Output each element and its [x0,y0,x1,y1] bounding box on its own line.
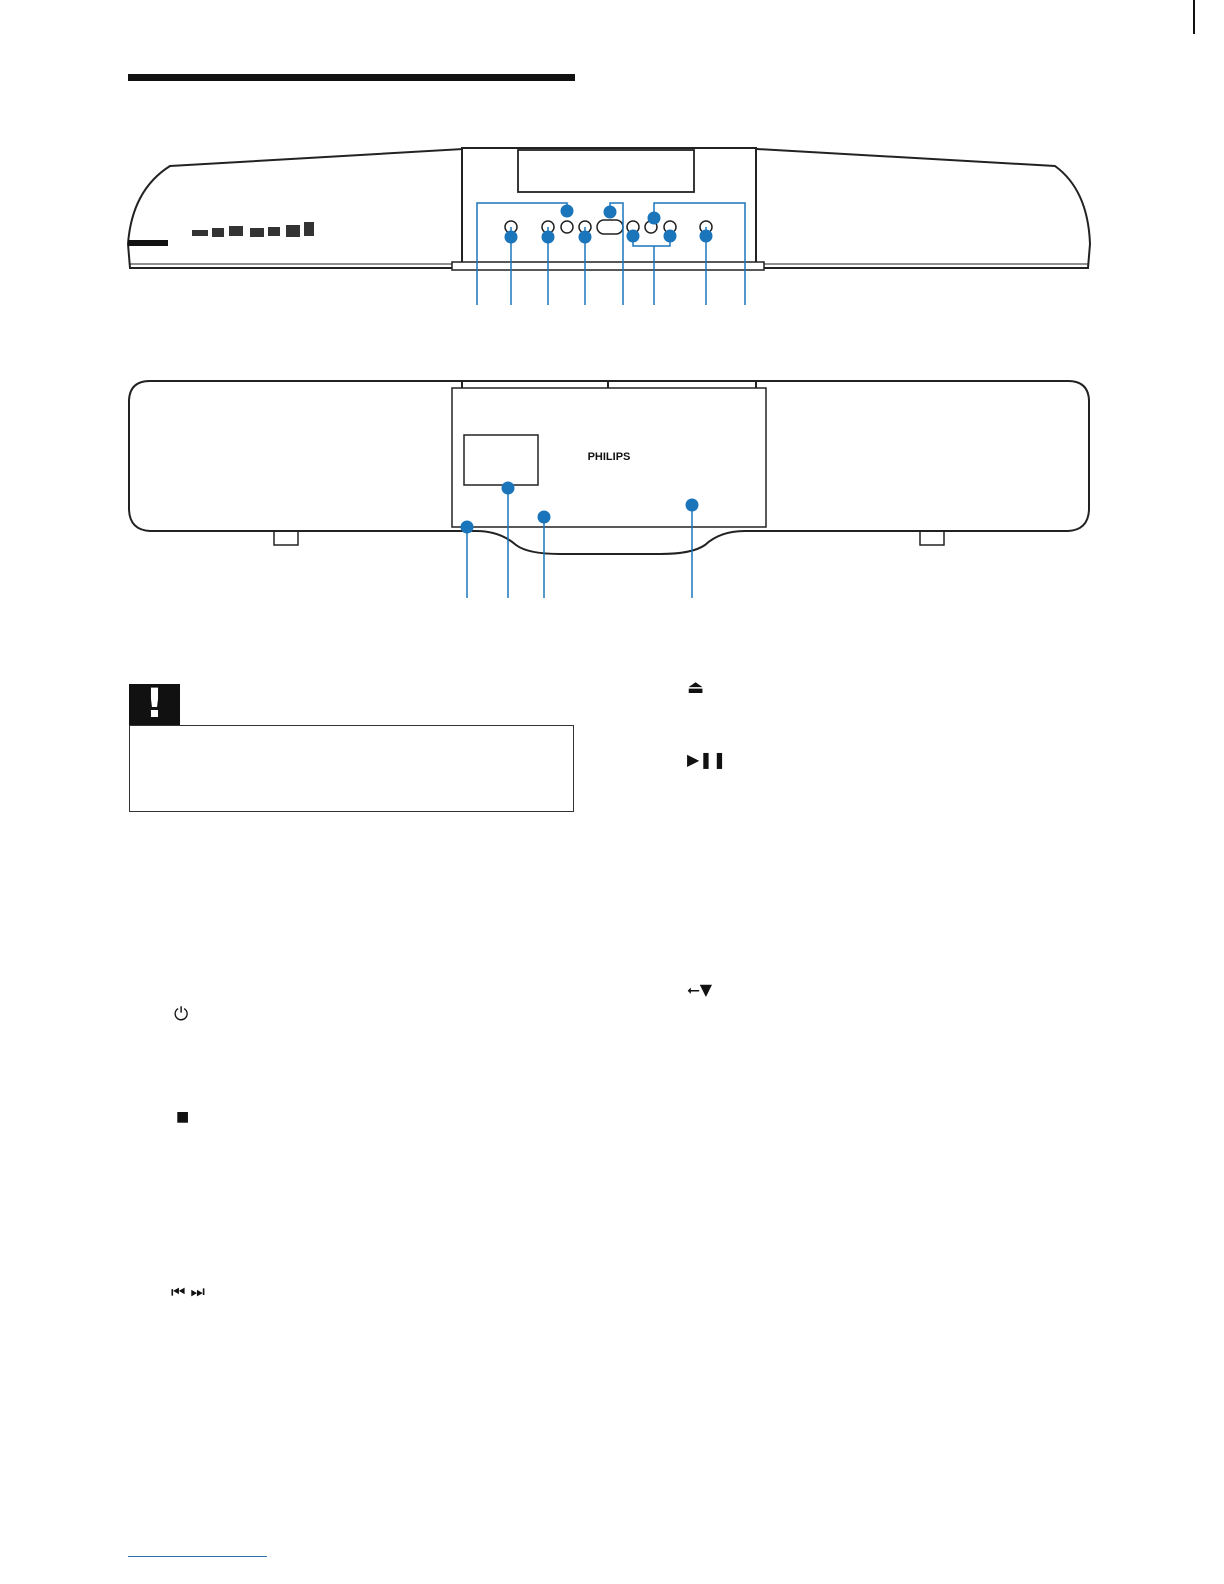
certification-logos [192,222,314,237]
caution-icon: ! [129,684,180,725]
brand-logo: PHILIPS [587,451,631,463]
display-panel [464,435,538,485]
usb-icon: ⭠▼ [687,980,713,999]
play-pause-icon: ▶❚❚ [687,750,727,769]
caution-box [129,725,574,812]
skip-prev-next-icon: ⏮ ⏭ [171,1282,205,1301]
eject-icon: ⏏ [687,677,705,698]
power-icon: ⏻ [174,1004,189,1025]
stop-icon: ■ [176,1109,190,1125]
front-view-callout-dots [461,482,699,534]
soundbar-front-view [129,381,1089,554]
footer-rule [128,1556,267,1557]
soundbar-diagrams [0,0,1224,640]
front-view-callout-lines [467,488,692,598]
